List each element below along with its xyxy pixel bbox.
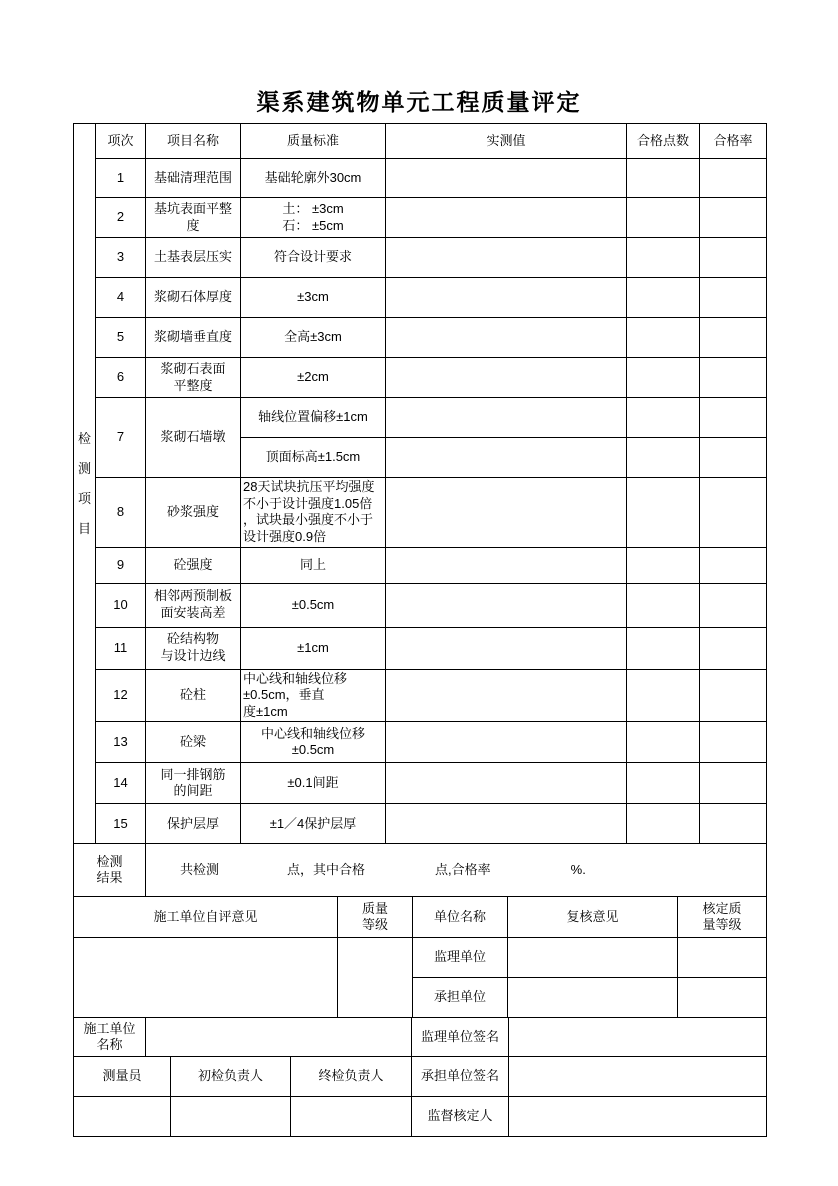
supervisor-review-opinion-cell[interactable]	[508, 938, 678, 978]
surveyor-label: 测量员	[74, 1057, 171, 1097]
item-no-cell: 5	[96, 318, 146, 358]
qualified-points-cell[interactable]	[627, 763, 700, 804]
col-header-item-name: 项目名称	[146, 124, 241, 159]
table-row	[74, 627, 767, 669]
qualified-points-cell[interactable]	[627, 278, 700, 318]
review-table	[73, 896, 767, 1018]
table-row	[74, 804, 767, 844]
item-name-cell: 砼强度	[146, 547, 241, 583]
measured-value-cell[interactable]	[386, 438, 627, 478]
item-no-cell: 1	[96, 159, 146, 198]
item-no-cell: 6	[96, 358, 146, 398]
supervisor-signature-input-cell[interactable]	[509, 1018, 767, 1057]
review-opinion-header: 复核意见	[508, 897, 678, 938]
table-row	[74, 763, 767, 804]
table-row	[74, 547, 767, 583]
table-row	[74, 722, 767, 763]
pass-rate-cell[interactable]	[700, 547, 767, 583]
pass-rate-cell[interactable]	[700, 278, 767, 318]
inspection-result-sentence	[148, 862, 764, 879]
qualified-points-cell[interactable]	[627, 398, 700, 438]
item-name-cell: 砼柱	[146, 669, 241, 722]
qualified-points-cell[interactable]	[627, 478, 700, 548]
table-row	[74, 238, 767, 278]
approved-grade-header: 核定质 量等级	[678, 897, 767, 938]
item-no-cell: 10	[96, 583, 146, 627]
inspection-table	[73, 123, 767, 844]
final-inspector-signature-input-cell[interactable]	[291, 1097, 412, 1137]
qualified-points-cell[interactable]	[627, 198, 700, 238]
measured-value-cell[interactable]	[386, 278, 627, 318]
quality-standard-cell: ±1cm	[241, 627, 386, 669]
self-evaluation-input-cell[interactable]	[74, 938, 338, 1018]
pass-rate-cell[interactable]	[700, 478, 767, 548]
pass-rate-cell[interactable]	[700, 318, 767, 358]
quality-standard-cell: 轴线位置偏移±1cm	[241, 398, 386, 438]
quality-standard-cell: 中心线和轴线位移 ±0.5cm，垂直 度±1cm	[241, 669, 386, 722]
item-name-cell: 砼结构物 与设计边线	[146, 627, 241, 669]
measured-value-cell[interactable]	[386, 669, 627, 722]
item-no-cell: 8	[96, 478, 146, 548]
table-row	[74, 398, 767, 438]
measured-value-cell[interactable]	[386, 318, 627, 358]
measured-value-cell[interactable]	[386, 627, 627, 669]
item-no-cell: 11	[96, 627, 146, 669]
item-no-cell: 12	[96, 669, 146, 722]
qualified-points-cell[interactable]	[627, 547, 700, 583]
quality-standard-cell: ±1／4保护层厚	[241, 804, 386, 844]
quality-standard-cell: 土： ±3cm 石： ±5cm	[241, 198, 386, 238]
table-row	[74, 478, 767, 548]
table-row	[74, 278, 767, 318]
qualified-points-cell[interactable]	[627, 438, 700, 478]
item-no-cell: 13	[96, 722, 146, 763]
supervisor-approved-grade-cell[interactable]	[678, 938, 767, 978]
item-name-cell: 基础清理范围	[146, 159, 241, 198]
first-inspector-signature-input-cell[interactable]	[171, 1097, 291, 1137]
undertaker-signature-input-cell[interactable]	[509, 1057, 767, 1097]
item-name-cell: 砼梁	[146, 722, 241, 763]
supervisor-unit-label: 监理单位	[413, 938, 508, 978]
col-header-standard: 质量标准	[241, 124, 386, 159]
quality-standard-cell: 基础轮廓外30cm	[241, 159, 386, 198]
builder-name-input-cell[interactable]	[146, 1018, 412, 1057]
measured-value-cell[interactable]	[386, 398, 627, 438]
table-row	[74, 159, 767, 198]
item-no-cell: 9	[96, 547, 146, 583]
table-row	[74, 669, 767, 722]
item-name-cell: 保护层厚	[146, 804, 241, 844]
first-inspector-label: 初检负责人	[171, 1057, 291, 1097]
measured-value-cell[interactable]	[386, 763, 627, 804]
col-header-measured: 实测值	[386, 124, 627, 159]
table-row	[74, 318, 767, 358]
surveyor-signature-input-cell[interactable]	[74, 1097, 171, 1137]
item-no-cell: 14	[96, 763, 146, 804]
item-name-cell: 浆砌墙垂直度	[146, 318, 241, 358]
item-no-cell: 2	[96, 198, 146, 238]
item-name-cell: 相邻两预制板 面安装高差	[146, 583, 241, 627]
qualified-points-cell[interactable]	[627, 238, 700, 278]
item-name-cell: 土基表层压实	[146, 238, 241, 278]
col-header-points: 合格点数	[627, 124, 700, 159]
pass-rate-cell[interactable]	[700, 159, 767, 198]
quality-standard-cell: 中心线和轴线位移 ±0.5cm	[241, 722, 386, 763]
supervisor-signature-label: 监理单位签名	[412, 1018, 509, 1057]
item-name-cell: 浆砌石体厚度	[146, 278, 241, 318]
qualified-points-cell[interactable]	[627, 722, 700, 763]
pass-rate-cell[interactable]	[700, 763, 767, 804]
qualified-points-cell[interactable]	[627, 159, 700, 198]
page-title: 渠系建筑物单元工程质量评定	[256, 89, 582, 115]
quality-grade-header: 质量 等级	[338, 897, 413, 938]
table-row	[74, 358, 767, 398]
pass-rate-cell[interactable]	[700, 722, 767, 763]
table-row	[74, 198, 767, 238]
quality-grade-input-cell[interactable]	[338, 938, 413, 1018]
table-row	[74, 583, 767, 627]
item-name-cell: 砂浆强度	[146, 478, 241, 548]
measured-value-cell[interactable]	[386, 547, 627, 583]
qualified-points-cell[interactable]	[627, 583, 700, 627]
pass-rate-cell[interactable]	[700, 398, 767, 438]
quality-standard-cell: 顶面标高±1.5cm	[241, 438, 386, 478]
undertaker-review-opinion-cell[interactable]	[508, 978, 678, 1018]
measured-value-cell[interactable]	[386, 804, 627, 844]
quality-standard-cell: 28天试块抗压平均强度 不小于设计强度1.05倍 ，试块最小强度不小于 设计强度0.9倍	[241, 478, 386, 548]
item-no-cell: 3	[96, 238, 146, 278]
supervision-approver-label: 监督核定人	[412, 1097, 509, 1137]
result-seg-rate: 点,合格率	[435, 862, 491, 877]
col-header-item-no: 项次	[96, 124, 146, 159]
quality-standard-cell: 符合设计要求	[241, 238, 386, 278]
pass-rate-cell[interactable]	[700, 627, 767, 669]
quality-standard-cell: ±0.1间距	[241, 763, 386, 804]
pass-rate-cell[interactable]	[700, 238, 767, 278]
result-seg-percent: %.	[570, 862, 586, 877]
undertaker-approved-grade-cell[interactable]	[678, 978, 767, 1018]
item-no-cell: 7	[96, 398, 146, 478]
quality-evaluation-form	[73, 123, 766, 1137]
builder-name-label: 施工单位 名称	[74, 1018, 146, 1057]
pass-rate-cell[interactable]	[700, 198, 767, 238]
item-no-cell: 15	[96, 804, 146, 844]
quality-standard-cell: 同上	[241, 547, 386, 583]
measured-value-cell[interactable]	[386, 198, 627, 238]
result-seg-qualified: 点，其中合格	[287, 862, 366, 877]
item-no-cell: 4	[96, 278, 146, 318]
quality-standard-cell: ±2cm	[241, 358, 386, 398]
pass-rate-cell[interactable]	[700, 358, 767, 398]
pass-rate-cell[interactable]	[700, 804, 767, 844]
measured-value-cell[interactable]	[386, 722, 627, 763]
unit-name-header: 单位名称	[413, 897, 508, 938]
qualified-points-cell[interactable]	[627, 804, 700, 844]
col-header-rate: 合格率	[700, 124, 767, 159]
qualified-points-cell[interactable]	[627, 627, 700, 669]
measured-value-cell[interactable]	[386, 159, 627, 198]
measured-value-cell[interactable]	[386, 583, 627, 627]
inspection-result-table	[73, 843, 767, 897]
qualified-points-cell[interactable]	[627, 669, 700, 722]
self-evaluation-header: 施工单位自评意见	[74, 897, 338, 938]
quality-standard-cell: ±0.5cm	[241, 583, 386, 627]
qualified-points-cell[interactable]	[627, 318, 700, 358]
pass-rate-cell[interactable]	[700, 669, 767, 722]
pass-rate-cell[interactable]	[700, 438, 767, 478]
final-inspector-label: 终检负责人	[291, 1057, 412, 1097]
inspection-result-sentence-cell[interactable]	[146, 844, 767, 897]
item-name-cell: 同一排钢筋 的间距	[146, 763, 241, 804]
undertaker-signature-label: 承担单位签名	[412, 1057, 509, 1097]
undertaker-unit-label: 承担单位	[413, 978, 508, 1018]
measured-value-cell[interactable]	[386, 478, 627, 548]
signature-table	[73, 1017, 767, 1137]
item-name-cell: 浆砌石表面 平整度	[146, 358, 241, 398]
quality-standard-cell: 全高±3cm	[241, 318, 386, 358]
item-name-cell: 基坑表面平整度	[146, 198, 241, 238]
quality-standard-cell: ±3cm	[241, 278, 386, 318]
result-seg-total: 共检测	[180, 862, 220, 877]
pass-rate-cell[interactable]	[700, 583, 767, 627]
measured-value-cell[interactable]	[386, 238, 627, 278]
qualified-points-cell[interactable]	[627, 358, 700, 398]
measured-value-cell[interactable]	[386, 358, 627, 398]
inspection-items-vertical-label: 检 测 项 目	[74, 124, 96, 844]
supervision-approver-input-cell[interactable]	[509, 1097, 767, 1137]
item-name-cell: 浆砌石墙墩	[146, 398, 241, 478]
inspection-result-label: 检测 结果	[74, 844, 146, 897]
